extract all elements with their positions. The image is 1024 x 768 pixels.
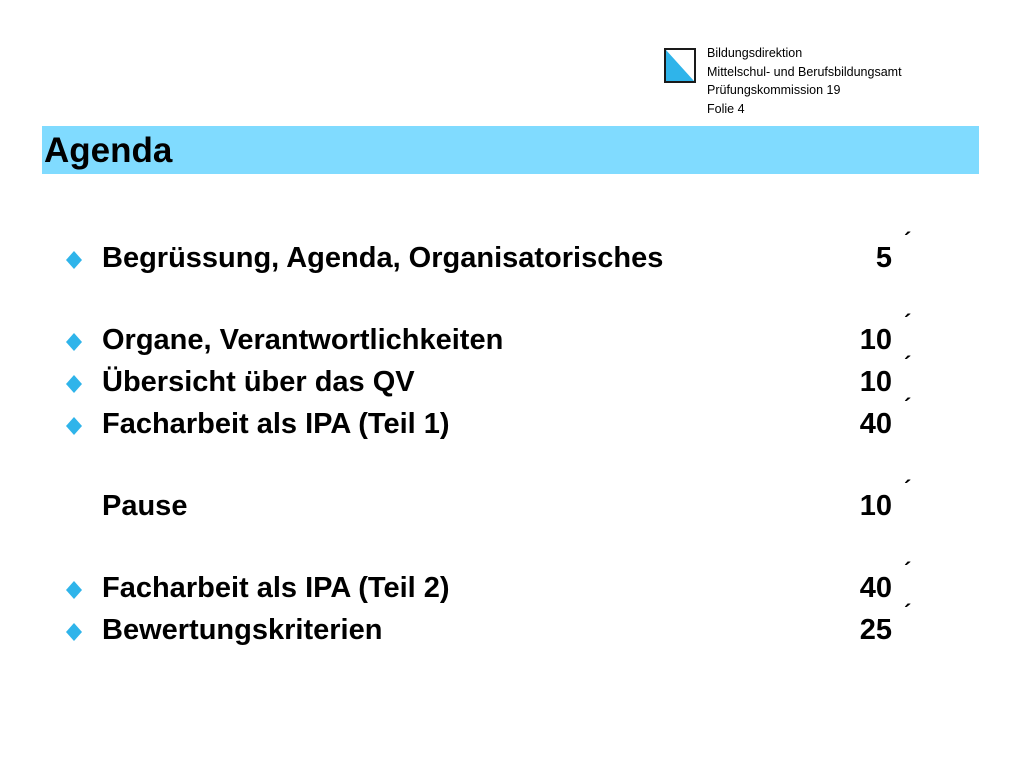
- diamond-bullet-icon: [66, 333, 82, 351]
- minutes-mark: ´: [904, 558, 912, 583]
- agenda-item-label: Begrüssung, Agenda, Organisatorisches: [102, 242, 664, 274]
- agenda-item-label: Bewertungskriterien: [102, 614, 383, 646]
- diamond-bullet-icon: [66, 375, 82, 393]
- agenda-item: [66, 600, 946, 650]
- agenda-item-duration: 5: [875, 242, 892, 274]
- agenda-item-label: Facharbeit als IPA (Teil 2): [102, 572, 450, 604]
- agenda-item-duration: 10: [859, 490, 892, 522]
- agenda-item: [66, 394, 946, 444]
- agenda-item-label: Pause: [102, 490, 188, 522]
- agenda-item-label: Facharbeit als IPA (Teil 1): [102, 408, 450, 440]
- diamond-bullet-icon: [66, 251, 82, 269]
- minutes-mark: ´: [904, 394, 912, 419]
- diamond-bullet-icon: [66, 581, 82, 599]
- diamond-bullet-icon: [66, 623, 82, 641]
- agenda-item: [66, 476, 946, 526]
- agenda-item: [66, 310, 946, 360]
- header-office: Mittelschul- und Berufsbildungsamt: [707, 64, 902, 79]
- diamond-bullet-icon: [66, 417, 82, 435]
- agenda-item: [66, 352, 946, 402]
- header-slide-number: Folie 4: [707, 101, 745, 116]
- agenda-item-label: Übersicht über das QV: [102, 366, 415, 398]
- agenda-item-label: Organe, Verantwortlichkeiten: [102, 324, 504, 356]
- agenda-item-duration: 40: [859, 408, 892, 440]
- header-department: Bildungsdirektion: [707, 46, 803, 60]
- agenda-item-duration: 40: [859, 572, 892, 604]
- agenda-item: [66, 558, 946, 608]
- agenda-item: [66, 228, 946, 278]
- minutes-mark: ´: [904, 228, 912, 253]
- minutes-mark: ´: [904, 476, 912, 501]
- minutes-mark: ´: [904, 310, 912, 335]
- agenda-item-duration: 25: [859, 614, 892, 646]
- header-commission: Prüfungskommission 19: [707, 83, 841, 97]
- minutes-mark: ´: [904, 600, 912, 625]
- minutes-mark: ´: [904, 352, 912, 377]
- page-title: Agenda: [44, 131, 173, 170]
- agenda-item-duration: 10: [859, 324, 892, 356]
- agenda-item-duration: 10: [859, 366, 892, 398]
